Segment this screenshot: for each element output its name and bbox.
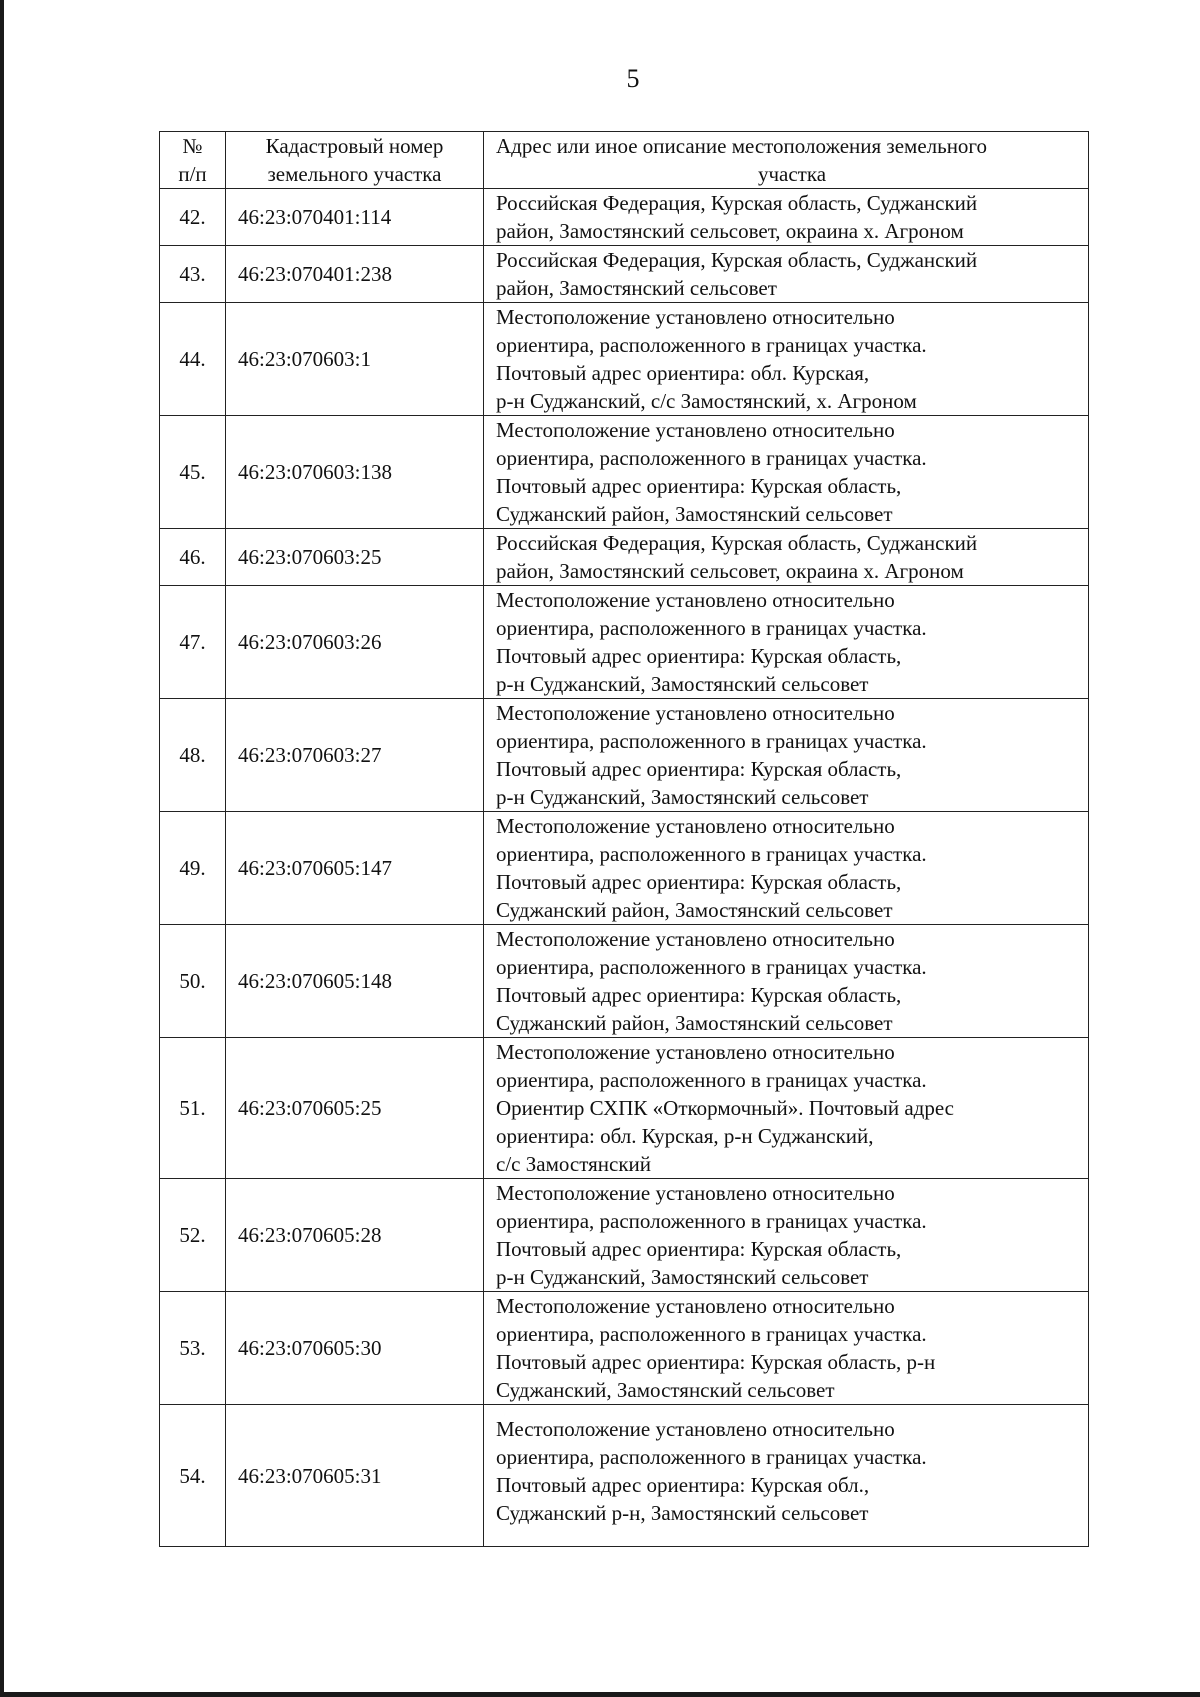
- header-num-line: п/п: [178, 162, 207, 186]
- address-cell: [484, 699, 1089, 812]
- address-cell: [484, 586, 1089, 699]
- header-cadastral-line: земельного участка: [267, 162, 442, 186]
- address-line: р-н Суджанский, с/с Замостянский, х. Агроном: [496, 389, 917, 413]
- table-header-row: [160, 132, 1089, 189]
- address-line: Местоположение установлено относительно: [496, 814, 895, 838]
- scan-border-bottom: [0, 1692, 1200, 1697]
- cadastral-number: 46:23:070605:148: [226, 925, 484, 1038]
- address-cell: [484, 246, 1089, 303]
- address-cell: [484, 303, 1089, 416]
- address-line: р-н Суджанский, Замостянский сельсовет: [496, 1265, 869, 1289]
- address-cell: [484, 925, 1089, 1038]
- address-cell: [484, 1179, 1089, 1292]
- row-number: 47.: [160, 586, 226, 699]
- address-line: Местоположение установлено относительно: [496, 927, 895, 951]
- table-row: [160, 1292, 1089, 1405]
- table-row: [160, 189, 1089, 246]
- address-line: Суджанский район, Замостянский сельсовет: [496, 1011, 893, 1035]
- address-line: ориентира: обл. Курская, р-н Суджанский,: [496, 1124, 874, 1148]
- header-address-line: участка: [757, 162, 827, 186]
- address-line: район, Замостянский сельсовет, окраина х. Агроном: [496, 559, 964, 583]
- cadastral-number: 46:23:070605:30: [226, 1292, 484, 1405]
- address-line: Суджанский район, Замостянский сельсовет: [496, 898, 893, 922]
- table-row: [160, 529, 1089, 586]
- row-number: 50.: [160, 925, 226, 1038]
- address-line: Местоположение установлено относительно: [496, 418, 895, 442]
- address-line: ориентира, расположенного в границах участка.: [496, 955, 927, 979]
- address-line: Ориентир СХПК «Откормочный». Почтовый адрес: [496, 1096, 955, 1120]
- cadastral-number: 46:23:070603:25: [226, 529, 484, 586]
- address-line: Почтовый адрес ориентира: Курская область,: [496, 757, 902, 781]
- cadastral-number: 46:23:070605:31: [226, 1405, 484, 1547]
- address-cell: [484, 812, 1089, 925]
- address-line: район, Замостянский сельсовет, окраина х. Агроном: [496, 219, 964, 243]
- address-line: р-н Суджанский, Замостянский сельсовет: [496, 672, 869, 696]
- address-line: Российская Федерация, Курская область, Суджанский: [496, 531, 978, 555]
- row-number: 43.: [160, 246, 226, 303]
- cadastral-number: 46:23:070603:1: [226, 303, 484, 416]
- table-row: [160, 586, 1089, 699]
- cadastral-number: 46:23:070603:138: [226, 416, 484, 529]
- address-line: Российская Федерация, Курская область, Суджанский: [496, 248, 978, 272]
- address-line: Местоположение установлено относительно: [496, 701, 895, 725]
- table-row: [160, 812, 1089, 925]
- scan-border-left: [0, 0, 4, 1697]
- table-row: [160, 925, 1089, 1038]
- header-num: [160, 132, 226, 189]
- row-number: 51.: [160, 1038, 226, 1179]
- header-address: [484, 132, 1089, 189]
- cadastral-number: 46:23:070401:114: [226, 189, 484, 246]
- address-line: Местоположение установлено относительно: [496, 1040, 895, 1064]
- table-row: [160, 699, 1089, 812]
- address-line: ориентира, расположенного в границах участка.: [496, 842, 927, 866]
- address-line: район, Замостянский сельсовет: [496, 276, 777, 300]
- address-line: Почтовый адрес ориентира: Курская область, р-н: [496, 1350, 936, 1374]
- row-number: 44.: [160, 303, 226, 416]
- address-line: Местоположение установлено относительно: [496, 1417, 895, 1441]
- address-line: ориентира, расположенного в границах участка.: [496, 1068, 927, 1092]
- cadastral-number: 46:23:070603:26: [226, 586, 484, 699]
- address-line: ориентира, расположенного в границах участка.: [496, 446, 927, 470]
- address-cell: [484, 1292, 1089, 1405]
- address-line: Почтовый адрес ориентира: Курская область,: [496, 474, 902, 498]
- address-line: р-н Суджанский, Замостянский сельсовет: [496, 785, 869, 809]
- row-number: 45.: [160, 416, 226, 529]
- address-line: Местоположение установлено относительно: [496, 1181, 895, 1205]
- row-number: 49.: [160, 812, 226, 925]
- address-line: Почтовый адрес ориентира: Курская область,: [496, 644, 902, 668]
- cadastral-number: 46:23:070605:147: [226, 812, 484, 925]
- table-row: [160, 1179, 1089, 1292]
- address-line: Местоположение установлено относительно: [496, 588, 895, 612]
- address-line: Почтовый адрес ориентира: Курская область,: [496, 870, 902, 894]
- address-line: ориентира, расположенного в границах участка.: [496, 1209, 927, 1233]
- address-line: ориентира, расположенного в границах участка.: [496, 333, 927, 357]
- land-plots-table: [159, 131, 1089, 1547]
- address-line: Местоположение установлено относительно: [496, 1294, 895, 1318]
- address-line: ориентира, расположенного в границах участка.: [496, 1322, 927, 1346]
- address-line: Почтовый адрес ориентира: обл. Курская,: [496, 361, 870, 385]
- row-number: 53.: [160, 1292, 226, 1405]
- address-line: Местоположение установлено относительно: [496, 305, 895, 329]
- address-line: Суджанский р-н, Замостянский сельсовет: [496, 1501, 869, 1525]
- header-cadastral: [226, 132, 484, 189]
- row-number: 52.: [160, 1179, 226, 1292]
- row-number: 54.: [160, 1405, 226, 1547]
- cadastral-number: 46:23:070401:238: [226, 246, 484, 303]
- cadastral-number: 46:23:070605:28: [226, 1179, 484, 1292]
- address-cell: [484, 1038, 1089, 1179]
- table-row: [160, 1038, 1089, 1179]
- address-line: ориентира, расположенного в границах участка.: [496, 616, 927, 640]
- address-line: с/с Замостянский: [496, 1152, 651, 1176]
- address-cell: [484, 189, 1089, 246]
- address-line: ориентира, расположенного в границах участка.: [496, 1445, 927, 1469]
- cadastral-number: 46:23:070603:27: [226, 699, 484, 812]
- address-line: Суджанский, Замостянский сельсовет: [496, 1378, 835, 1402]
- header-cadastral-line: Кадастровый номер: [265, 134, 444, 158]
- row-number: 46.: [160, 529, 226, 586]
- header-address-line: Адрес или иное описание местоположения земельного: [496, 134, 988, 158]
- row-number: 48.: [160, 699, 226, 812]
- table-row: [160, 416, 1089, 529]
- address-cell: [484, 416, 1089, 529]
- table-row: [160, 246, 1089, 303]
- address-line: Российская Федерация, Курская область, Суджанский: [496, 191, 978, 215]
- address-line: Почтовый адрес ориентира: Курская область,: [496, 983, 902, 1007]
- address-line: Суджанский район, Замостянский сельсовет: [496, 502, 893, 526]
- header-num-line: №: [182, 134, 203, 158]
- address-cell: [484, 529, 1089, 586]
- address-line: Почтовый адрес ориентира: Курская область,: [496, 1237, 902, 1261]
- table-row: [160, 1405, 1089, 1547]
- cadastral-number: 46:23:070605:25: [226, 1038, 484, 1179]
- page-number: 5: [626, 64, 640, 93]
- row-number: 42.: [160, 189, 226, 246]
- address-line: ориентира, расположенного в границах участка.: [496, 729, 927, 753]
- address-cell: [484, 1405, 1089, 1547]
- table-row: [160, 303, 1089, 416]
- address-line: Почтовый адрес ориентира: Курская обл.,: [496, 1473, 870, 1497]
